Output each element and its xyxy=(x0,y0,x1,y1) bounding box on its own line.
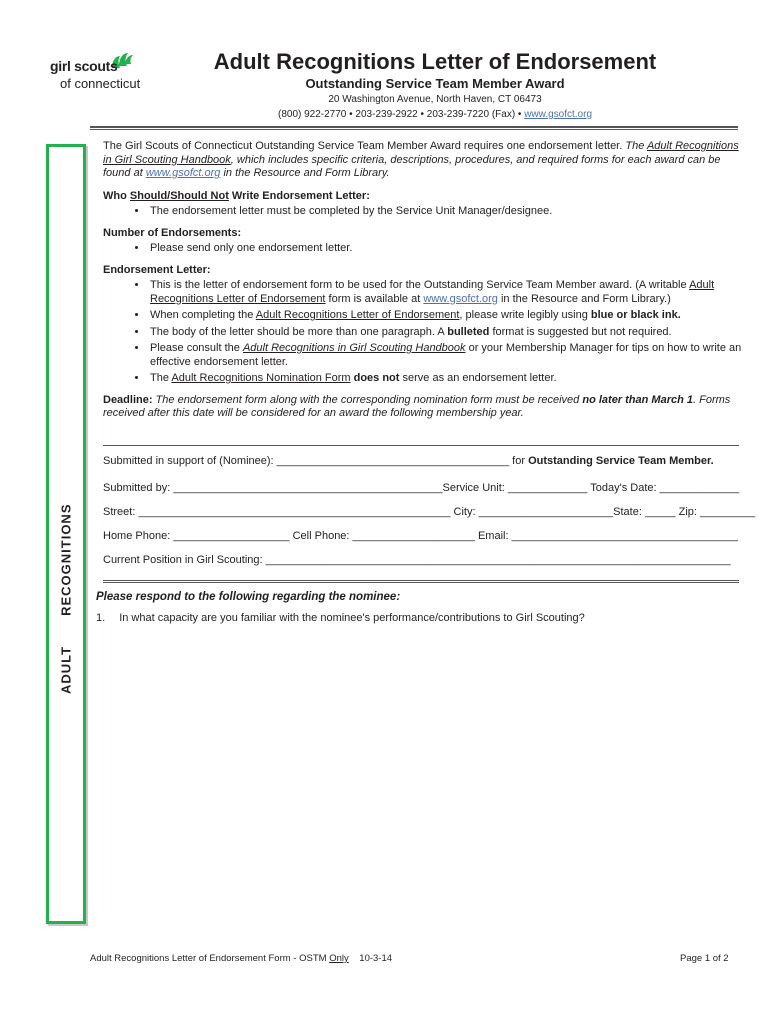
girl-scouts-logo xyxy=(50,52,150,98)
logo-text-girl-scouts: girl scouts xyxy=(50,58,118,74)
list-item: • The body of the letter should be more than one paragraph. A bulleted format is suggested but not required. xyxy=(148,326,743,340)
phone-email-field[interactable]: Home Phone: ___________________ Cell Phone: ____________________ Email: _____________________________________ xyxy=(103,530,738,542)
list-item: • The Adult Recognitions Nomination Form does not serve as an endorsement letter. xyxy=(148,372,743,386)
website-link[interactable]: www.gsofct.org xyxy=(524,109,593,120)
deadline-label: Deadline: xyxy=(103,393,153,406)
page-number: Page 1 of 2 xyxy=(680,953,729,964)
intro-website-link[interactable]: www.gsofct.org xyxy=(145,167,221,179)
question-text: In what capacity are you familiar with the nominee's performance/contributions to Girl Scouting? xyxy=(119,612,585,624)
number-heading: Number of Endorsements: xyxy=(103,226,242,239)
letter-website-link[interactable]: www.gsofct.org xyxy=(423,292,498,305)
document-subtitle: Outstanding Service Team Member Award xyxy=(305,76,565,91)
who-list xyxy=(103,205,743,219)
sidebar-word-recognitions: RECOGNITIONS xyxy=(58,503,74,616)
sidebar-word-adult: ADULT xyxy=(58,645,74,694)
letter-list xyxy=(103,279,743,386)
address-line: 20 Washington Avenue, North Haven, CT 06473 xyxy=(328,94,542,105)
list-item: • The endorsement letter must be completed by the Service Unit Manager/designee. xyxy=(148,205,743,219)
instructions-section xyxy=(103,140,743,421)
who-heading: Who Should/Should Not Write Endorsement Letter: xyxy=(103,189,370,202)
current-position-field[interactable]: Current Position in Girl Scouting: ____________________________________________________________________________ xyxy=(103,554,731,566)
handbook-reference: Adult Recognitions in Girl Scouting Handbook xyxy=(103,140,739,166)
document-title: Adult Recognitions Letter of Endorsement xyxy=(213,49,657,74)
response-prompt: Please respond to the following regarding the nominee: xyxy=(96,591,401,603)
document-header xyxy=(160,50,710,121)
list-item: • Please send only one endorsement letter. xyxy=(148,242,743,256)
list-item: • When completing the Adult Recognitions Letter of Endorsement, please write legibly using blue or black ink. xyxy=(148,309,743,323)
letter-heading: Endorsement Letter: xyxy=(103,263,211,276)
logo-text-of-connecticut: of connecticut xyxy=(60,76,141,91)
list-item: • This is the letter of endorsement form to be used for the Outstanding Service Team Member award. (A writable Adult Recognitions Letter of Endorsement form is available at www.gsofct.org in the Resource and Form Library.) xyxy=(148,279,743,306)
list-item: • Please consult the Adult Recognitions in Girl Scouting Handbook or your Membership Manager for tips on how to write an effective endorsement letter. xyxy=(148,342,743,369)
form-bottom-divider xyxy=(103,580,739,583)
number-list xyxy=(103,242,743,256)
header-divider xyxy=(90,126,738,130)
question-number: 1. xyxy=(96,612,106,624)
phone-numbers: (800) 922-2770 • 203-239-2922 • 203-239-7220 (Fax) • xyxy=(277,109,525,120)
address-field[interactable]: Street: ___________________________________________________ City: ______________________State: _____ Zip: _________ xyxy=(103,506,756,518)
form-divider xyxy=(103,445,739,446)
submitted-by-field[interactable]: Submitted by: ____________________________________________Service Unit: _____________ Today's Date: _____________ xyxy=(103,482,740,494)
contact-line xyxy=(160,108,710,121)
footer-form-id: Adult Recognitions Letter of Endorsement Form - OSTM Only 10-3-14 xyxy=(90,953,393,964)
intro-paragraph: The Girl Scouts of Connecticut Outstanding Service Team Member Award requires one endorsement letter. The Adult Recognitions in Girl Scouting Handbook, which includes specific criteria, descriptions, procedures, and required forms for each award can be found at www.gsofct.org in the Resource and Form Library. xyxy=(103,140,739,179)
deadline-note: Deadline: The endorsement form along with the corresponding nomination form must be received no later than March 1. Forms received after this date will be considered for an award the following membership year. xyxy=(103,393,731,419)
sidebar-label xyxy=(59,184,74,884)
question-1 xyxy=(96,612,585,624)
sidebar-frame xyxy=(46,144,86,924)
nominee-field[interactable]: Submitted in support of (Nominee): ______________________________________ for Outstanding Service Team Member. xyxy=(103,455,714,467)
